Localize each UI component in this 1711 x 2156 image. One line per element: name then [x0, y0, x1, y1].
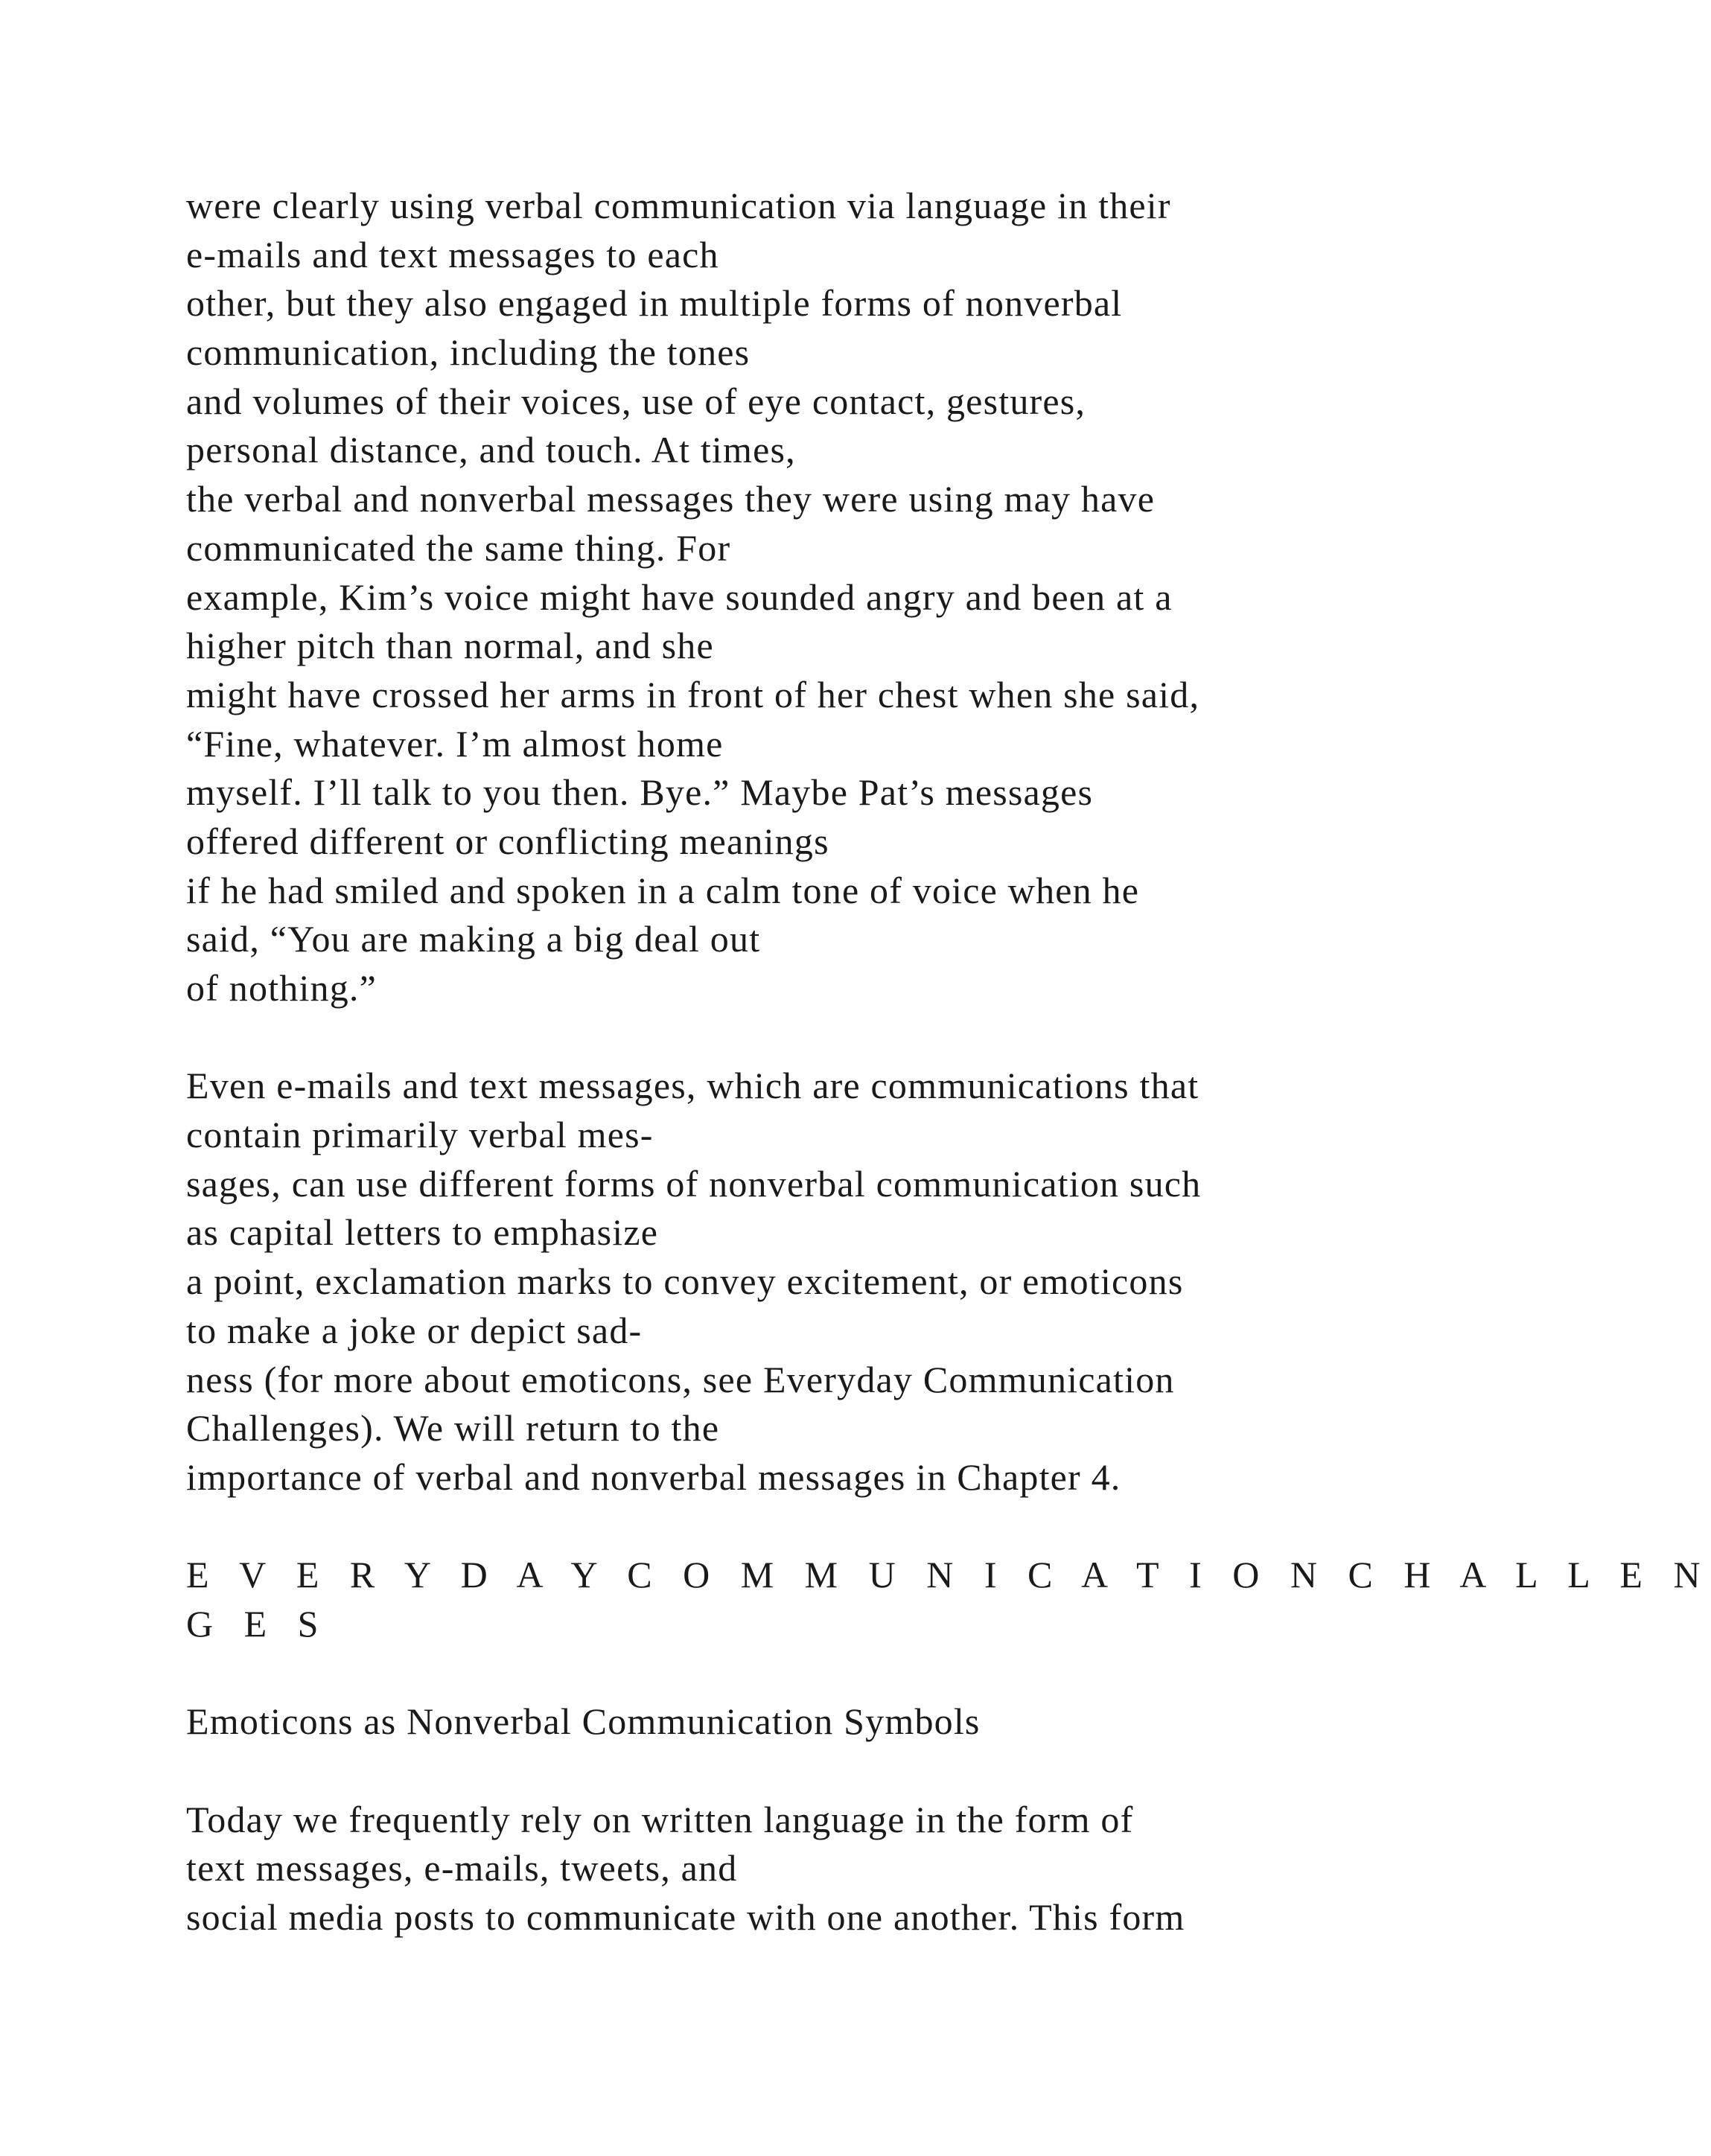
- text-line: personal distance, and touch. At times,: [186, 429, 796, 471]
- text-line: social media posts to communicate with one another. This form: [186, 1896, 1185, 1939]
- text-line: contain primarily verbal mes-: [186, 1114, 654, 1156]
- text-line: communication, including the tones: [186, 331, 751, 374]
- text-line: myself. I’ll talk to you then. Bye.” Maybe Pat’s messages: [186, 771, 1094, 814]
- text-line: offered different or conflicting meanings: [186, 820, 829, 862]
- text-line: Even e-mails and text messages, which are communications that: [186, 1065, 1199, 1107]
- text-line: higher pitch than normal, and she: [186, 625, 714, 667]
- text-line: ness (for more about emoticons, see Everyday Communication: [186, 1358, 1175, 1400]
- text-line: text messages, e-mails, tweets, and: [186, 1847, 738, 1889]
- paragraph-gap: [186, 1013, 1422, 1062]
- text-line: importance of verbal and nonverbal messages in Chapter 4.: [186, 1455, 1121, 1498]
- text-line: to make a joke or depict sad-: [186, 1309, 643, 1351]
- text-line: other, but they also engaged in multiple forms of nonverbal: [186, 282, 1123, 325]
- text-line: and volumes of their voices, use of eye contact, gestures,: [186, 380, 1086, 422]
- text-line: sages, can use different forms of nonverbal communication such: [186, 1162, 1202, 1205]
- text-line: as capital letters to emphasize: [186, 1211, 659, 1254]
- text-line: Today we frequently rely on written language in the form of: [186, 1798, 1134, 1840]
- paragraph-1: [186, 182, 1422, 1013]
- text-line: Challenges). We will return to the: [186, 1407, 720, 1449]
- text-line: the verbal and nonverbal messages they were using may have: [186, 478, 1156, 520]
- text-line: said, “You are making a big deal out: [186, 918, 761, 960]
- document-page: [186, 182, 1711, 1942]
- text-line: of nothing.”: [186, 967, 377, 1009]
- text-line: e-mails and text messages to each: [186, 233, 719, 275]
- text-line: “Fine, whatever. I’m almost home: [186, 722, 724, 765]
- text-line: might have crossed her arms in front of her chest when she said,: [186, 673, 1200, 715]
- text-line: a point, exclamation marks to convey excitement, or emoticons: [186, 1260, 1184, 1303]
- paragraph-gap: [186, 1649, 1422, 1698]
- text-line: if he had smiled and spoken in a calm tone of voice when he: [186, 869, 1140, 911]
- paragraph-gap: [186, 1502, 1422, 1551]
- text-line: communicated the same thing. For: [186, 526, 731, 569]
- text-line: example, Kim’s voice might have sounded angry and been at a: [186, 575, 1173, 618]
- subheading: Emoticons as Nonverbal Communication Symbols: [186, 1700, 981, 1743]
- paragraph-gap: [186, 1747, 1422, 1796]
- section-heading-line: G E S: [186, 1602, 329, 1645]
- section-heading: [186, 1551, 1711, 1648]
- paragraph-2: [186, 1062, 1422, 1502]
- text-line: were clearly using verbal communication via language in their: [186, 185, 1171, 226]
- paragraph-3: [186, 1796, 1422, 1942]
- section-heading-line: E V E R Y D A Y C O M M U N I C A T I O N C H A L L E N: [186, 1554, 1711, 1596]
